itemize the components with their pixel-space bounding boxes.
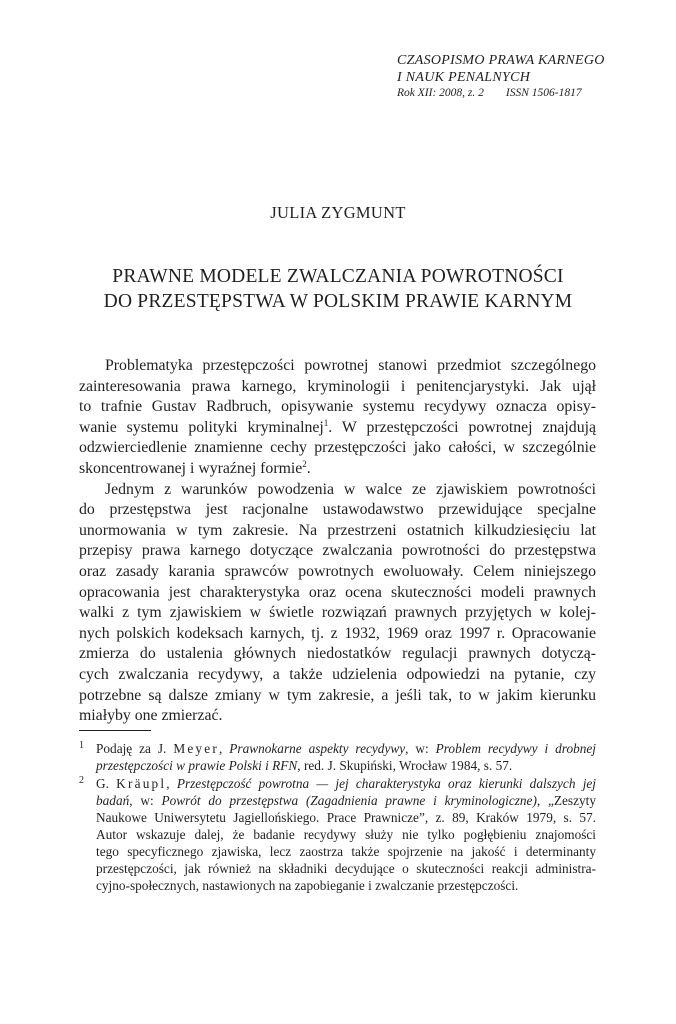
footnote-line [96,757,596,774]
footnote-number: 1 [79,740,84,751]
text-segment: , red. J. Skupiński, Wrocław 1984, s. 57. [297,758,513,773]
text-segment: , w: [405,741,436,756]
author-surname: Kräupl [116,776,167,791]
journal-issue-line [397,86,605,101]
paragraph-line: oraz zasady karania sprawców powrotnych ewoluowały. Celem niniejszego [79,562,596,580]
footnote-line: Autor wskazuje dalej, że badanie recydywy służy nie tylko pogłębieniu znajomości [96,827,596,842]
footnote-separator [79,730,151,731]
text-segment: . [306,459,311,477]
paragraph-line: potrzebne są dalsze zmiany w tym zakresie, a jeśli tak, to w jakim kierunku [79,686,596,704]
text-segment: , w: [129,793,162,808]
footnote-ref-1[interactable]: 1 [323,417,329,428]
text-segment: G. [96,776,117,791]
article-title-line-1: PRAWNE MODELE ZWALCZANIA POWROTNOŚCI [112,266,564,287]
paragraph-line: zmierza do ustalenia głównych niedostatków regulacji prawnych dotyczą- [79,645,596,663]
footnote-line [96,775,596,792]
text-segment: , [166,776,177,791]
article-body [79,356,596,727]
paragraph-line: miałyby one zmierzać. [79,707,223,725]
text-segment: skoncentrowanej i wyraźnej formie [79,459,303,477]
journal-header [397,52,605,101]
paragraph-line: przepisy prawa karnego dotyczące zwalczania powrotności do przestępstwa [79,542,596,560]
paragraph-line: cych zwalczania recydywy, a także udzielenia odpowiedzi na pytanie, czy [79,665,596,683]
footnote-line [96,740,596,757]
paragraph-line [79,459,596,480]
text-segment: Podaję za J. [96,741,174,756]
footnote-line: Naukowe Uniwersytetu Jagiellońskiego. Prace Prawnicze”, z. 89, Kraków 1979, s. 57. [96,810,596,825]
journal-name-line-1: CZASOPISMO PRAWA KARNEGO [397,53,605,68]
work-title: Prawnokarne aspekty recydywy [229,741,406,756]
footnote-line: cyjno-społecznych, nastawionych na zapobieganie i zwalczanie przestępczości. [96,878,519,893]
footnote-line [96,792,596,809]
footnote-line: tego specyficznego zjawiska, lecz zaostrza także spojrzenie na jakość i determinanty [96,844,596,859]
journal-issn: ISSN 1506-1817 [505,87,582,99]
paragraph-line: walki z tym zjawiskiem w świetle rozwiązań prawnych przyjętych w kolej- [79,604,596,622]
journal-name-line-2: I NAUK PENALNYCH [397,70,531,85]
footnote-text [96,740,596,774]
work-title: Problem recydywy i drobnej [435,741,597,756]
paragraph-line: unormowania w tym zakresie. Na przestrzeni ostatnich kilkudziesięciu lat [79,521,596,539]
work-title: Powrót do przestępstwa (Zagadnienia prawne i kryminologiczne) [161,793,537,808]
footnote-number: 2 [79,775,84,786]
footnote-line: przestępczości, jak również na składniki decydujące o skuteczności reakcji administra- [96,861,596,876]
text-segment: , „Zeszyty [536,793,596,808]
footnote-ref-2[interactable]: 2 [302,458,307,469]
article-title-line-2: DO PRZESTĘPSTWA W POLSKIM PRAWIE KARNYM [103,291,573,312]
work-title: badań [96,793,130,808]
paragraph-line: zainteresowania prawa karnego, kryminologii i penitencjarystyki. Jak ujął [79,377,596,395]
paragraph-line: nych polskich kodeksach karnych, tj. z 1932, 1969 oraz 1997 r. Opracowanie [79,624,596,642]
text-segment: , [219,741,230,756]
paragraph-2 [79,480,596,727]
work-title: przestępczości w prawie Polski i RFN [96,758,298,773]
paragraph-line: Jednym z warunków powodzenia w walce ze zjawiskiem powrotności [105,480,596,498]
paragraph-line [79,418,596,439]
author-name: JULIA ZYGMUNT [270,203,406,222]
text-segment: wanie systemu polityki kryminalnej [79,418,324,436]
text-segment: . W przestępczości powrotnej znajdują [328,418,596,436]
journal-year-issue: Rok XII: 2008, z. 2 [397,87,484,99]
paragraph-line: do przestępstwa jest racjonalne ustawodawstwo przewidujące specjalne [79,501,596,519]
paragraph-line: Problematyka przestępczości powrotnej stanowi przedmiot szczególnego [105,357,596,374]
footnote-text [96,775,596,894]
work-title: Przestępczość powrotna — jej charakterystyka oraz kierunki dalszych jej [176,776,596,791]
paragraph-line: opracowania jest charakterystyka oraz ocena skuteczności modeli prawnych [79,583,596,601]
paragraph-line: to trafnie Gustav Radbruch, opisywanie systemu recydywy oznacza opisy- [79,398,596,416]
article-title [0,264,676,314]
author-surname: Meyer [173,741,220,756]
paragraph-line: odzwierciedlenie znamienne cechy przestępczości jako całości, w szczególnie [79,439,596,457]
paragraph-1 [79,356,596,480]
